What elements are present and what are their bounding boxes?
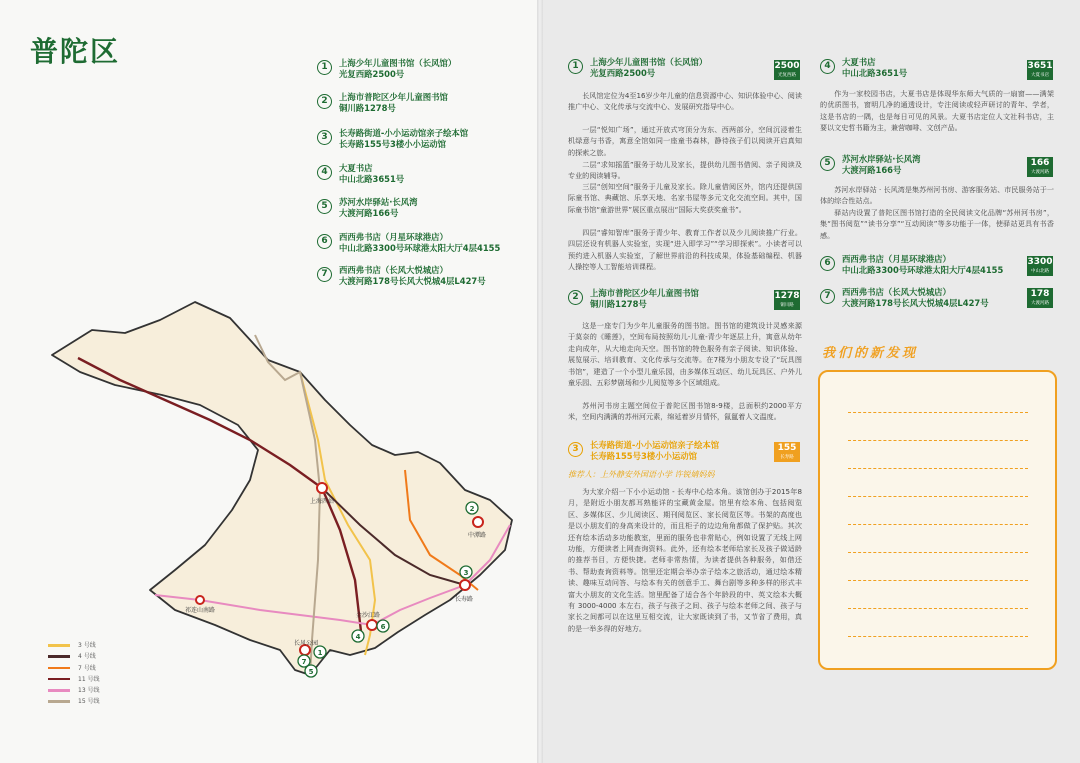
marker-3-icon: 3 [568,442,583,457]
svg-text:4: 4 [355,633,361,641]
entry-1-paragraph: 四层“睿知智库”服务于青少年、教育工作者以及少儿阅读推广行业。四层还设有机器人实验室，实现“进入即学习”“学习即探索”。小读者可以预约进入机器人实验室，了解世界前沿的科技成果，体验基础编程、机器人操控等人工智能培训课程。 [568,228,802,272]
list-item-name: 苏河水岸驿站·长风湾 [339,197,418,207]
entry-addr: 大渡河路178号长风大悦城4层L427号 [842,298,989,308]
legend-label: 11 号线 [78,675,100,683]
entry-2-paragraph: 苏州河书房主题空间位于普陀区图书馆8-9楼，总面积约2000平方米，空间内满满的苏州河元素，绵延着岁月情怀，氤氲着人文温度。 [568,401,802,422]
legend-label: 15 号线 [78,698,100,706]
marker-7-icon: 7 [317,267,332,282]
entry-name: 西西弗书店（长风大悦城店） [842,287,951,297]
note-line [848,636,1028,637]
station-icon [367,620,377,630]
station-label: 金沙江路 [356,612,381,619]
legend-swatch [48,655,70,658]
entry-5-paragraph: 驿站内设置了普陀区图书馆打造的全民阅读文化品牌“苏州河书房”，集“图书阅览”“读书分享”“互动阅读”等多功能于一体，使驿站更具有书香感。 [820,208,1054,240]
station-label: 中潭路 [468,532,487,539]
note-line [848,496,1028,497]
address-badge: 166 大渡河路 [1027,157,1053,177]
marker-2-icon: 2 [317,94,332,109]
list-item-addr: 大渡河路166号 [339,208,399,218]
list-item-addr: 铜川路1278号 [339,103,396,113]
station-icon [196,596,204,604]
entry-2-paragraph: 这是一座专门为少年儿童服务的图书馆。图书馆的建筑设计灵感来源于莫奈的《睡莲》，空间布局按照幼儿-儿童-青少年逐层上升，寓意从幼年走向成年，从大地走向天空。图书馆的特色服务有亲子阅读、知识体验、展览展示、培训教育、文化传承与交流等。在7楼为小朋友专设了“玩具图书馆”，建造了一个小型儿童乐园，由多媒体互动区、幼儿玩具区、户外儿童乐园、五彩梦剧场和少儿阅览等多个区域组成。 [568,321,802,388]
entry-addr: 铜川路1278号 [590,299,647,309]
note-line [848,608,1028,609]
station-label: 上海西站 [310,498,335,505]
address-badge: 2500 光复西路 [774,61,800,78]
entry-name: 上海少年儿童图书馆（长风馆） [590,57,708,67]
note-line [848,412,1028,413]
marker-5-icon: 5 [317,199,332,214]
list-item-addr: 中山北路3651号 [339,174,405,184]
discovery-notes-box[interactable] [818,370,1057,670]
entry-5-paragraph: 苏河水岸驿站 · 长风湾是集苏州河书房、游客服务站、市民服务站于一体的综合性站点。 [820,185,1054,206]
svg-text:1: 1 [317,649,323,657]
svg-text:7: 7 [301,658,307,666]
address-badge: 1278 铜川路 [774,291,800,308]
legend-label: 4 号线 [78,653,96,661]
address-badge: 178 大渡河路 [1027,288,1053,308]
marker-6-icon: 6 [820,256,835,271]
station-icon [460,580,470,590]
list-item-name: 上海市普陀区少年儿童图书馆 [339,92,448,102]
station-label: 长风公园 [294,640,319,647]
svg-text:6: 6 [380,623,386,631]
svg-text:3: 3 [463,569,469,577]
legend-label: 13 号线 [78,687,100,695]
entry-name: 西西弗书店（月星环球港店） [842,254,951,264]
svg-text:5: 5 [308,668,314,676]
note-line [848,440,1028,441]
address-badge: 155 长寿路 [774,442,800,462]
entry-addr: 长寿路155号3楼小小运动馆 [590,451,698,461]
discovery-title: 我们的新发现 [822,346,919,361]
entry-1-paragraph: 二层“求知摇篮”服务于幼儿及家长，提供幼儿图书借阅、亲子阅读及专业的阅读辅导。 [568,160,802,181]
district-boundary [52,302,512,675]
entry-name: 长寿路街道-小小运动馆亲子绘本馆 [590,440,720,450]
legend-swatch [48,678,70,681]
marker-4-icon: 4 [317,165,332,180]
note-line [848,552,1028,553]
note-line [848,580,1028,581]
svg-text:2: 2 [469,505,475,513]
marker-5-icon: 5 [820,156,835,171]
marker-1-icon: 1 [317,60,332,75]
marker-4-icon: 4 [820,59,835,74]
address-badge: 3651 大夏书店 [1027,61,1053,78]
marker-1-icon: 1 [568,59,583,74]
legend-swatch [48,689,70,692]
marker-6-icon: 6 [317,234,332,249]
legend-label: 3 号线 [78,642,96,649]
entry-name: 上海市普陀区少年儿童图书馆 [590,288,699,298]
entry-addr: 光复西路2500号 [590,68,656,78]
list-item-addr: 光复西路2500号 [339,69,405,79]
recommender-note: 推荐人：上外静安外国语小学 许锐婧妈妈 [568,470,715,479]
list-item-name: 西西弗书店（长风大悦城店） [339,265,448,275]
legend-swatch [48,667,70,670]
list-item-name: 大夏书店 [339,163,373,173]
entry-1-paragraph: 长风馆定位为4至16岁少年儿童的信息资源中心、知识体验中心、阅读推广中心、文化传承与交流中心、发展研究指导中心。 [568,91,802,112]
entry-addr: 中山北路3300号环球港太阳大厅4层4155 [842,265,1004,275]
list-item-name: 长寿路街道-小小运动馆亲子绘本馆 [339,128,469,138]
map-marker-4[interactable] [352,630,364,642]
map-marker-6[interactable] [377,620,389,632]
entry-name: 大夏书店 [842,57,876,67]
station-icon [473,517,483,527]
list-item-name: 西西弗书店（月星环球港店） [339,232,448,242]
map-marker-7[interactable] [298,655,310,667]
list-item-addr: 大渡河路178号长风大悦城4层L427号 [339,276,486,286]
marker-7-icon: 7 [820,289,835,304]
map-marker-3[interactable] [460,566,472,578]
note-line [848,468,1028,469]
list-item-name: 上海少年儿童图书馆（长风馆） [339,58,457,68]
entry-1-paragraph: 一层“悦知广场”，通过开放式穹顶分为东、西两部分，空间沉浸着生机绿意与书香，寓意全馆如同一座童书森林，静待孩子们以阅读开启真知的探索之旅。 [568,125,802,157]
entry-1-paragraph: 三层“创知空间”服务于儿童及家长。除儿童借阅区外，馆内还提供国际童书馆、典藏馆、乐享天地、名家书屋等多元文化交流空间。其中，国际童书馆“童游世界”展区重点展出“国际大奖获奖童书”。 [568,182,802,214]
list-item-addr: 长寿路155号3楼小小运动馆 [339,139,447,149]
legend-swatch [48,700,70,703]
legend-swatch [48,644,70,647]
marker-3-icon: 3 [317,130,332,145]
entry-4-paragraph: 作为一家校园书店，大夏书店是体现华东师大气质的一扇窗——满架的优质图书，窗明几净的通透设计，专注阅读或轻声研讨的青年、学者，这是书店的一隅，也是每日可见的风景。大夏书店定位人文社科书店，主要以文史哲书籍为主，兼营咖啡、文创产品。 [820,89,1054,133]
marker-2-icon: 2 [568,290,583,305]
map-marker-1[interactable] [314,646,326,658]
entry-name: 苏河水岸驿站·长风湾 [842,154,921,164]
entry-addr: 中山北路3651号 [842,68,908,78]
legend-label: 7 号线 [78,664,96,672]
entry-3-paragraph: 为大家介绍一下小小运动馆 - 长寿中心绘本角。该馆创办于2015年8月，是附近小朋友都耳熟能详的宝藏黄金屋。馆里有绘本角、包括阅览区、多媒体区、少儿阅读区、期刊阅览区、家长阅览区等。书架的高度也是以小朋友们的身高来设计的，而且柜子的边边角角都做了保护贴。其次还有绘本活动多功能教室，里面的服务也非常贴心，例如设置了无线上网功能，方便读者上网查询资料。此外，还有绘本老师给家长及孩子做适龄的推荐书目，方便快捷。老师非常热情，为读者提供各种服务，如借还书、帮助查询资料等。馆里还定期会举办亲子绘本之旅活动，通过绘本精读、趣味互动问答、与绘本有关的创意手工、舞台剧等多种多样的形式丰富大小朋友的文化生活。馆里配备了适合各个年龄段的中、英文绘本大概有 3000-4000 本左右，孩子与孩子之间、孩子与绘本老师之间、孩子与家长之间都可以在这里互相交流，让大家既读到了书，又节省了费用，真的是一举多得的好地方。 [568,487,802,633]
address-badge: 3300 中山北路 [1027,257,1053,274]
district-title: 普陀区 [30,35,121,68]
station-label: 长寿路 [455,596,474,603]
entry-addr: 大渡河路166号 [842,165,902,175]
map-marker-2[interactable] [466,502,478,514]
note-line [848,524,1028,525]
list-item-addr: 中山北路3300号环球港太阳大厅4层4155 [339,243,501,253]
station-icon [317,483,327,493]
station-label: 祁连山南路 [185,607,216,614]
